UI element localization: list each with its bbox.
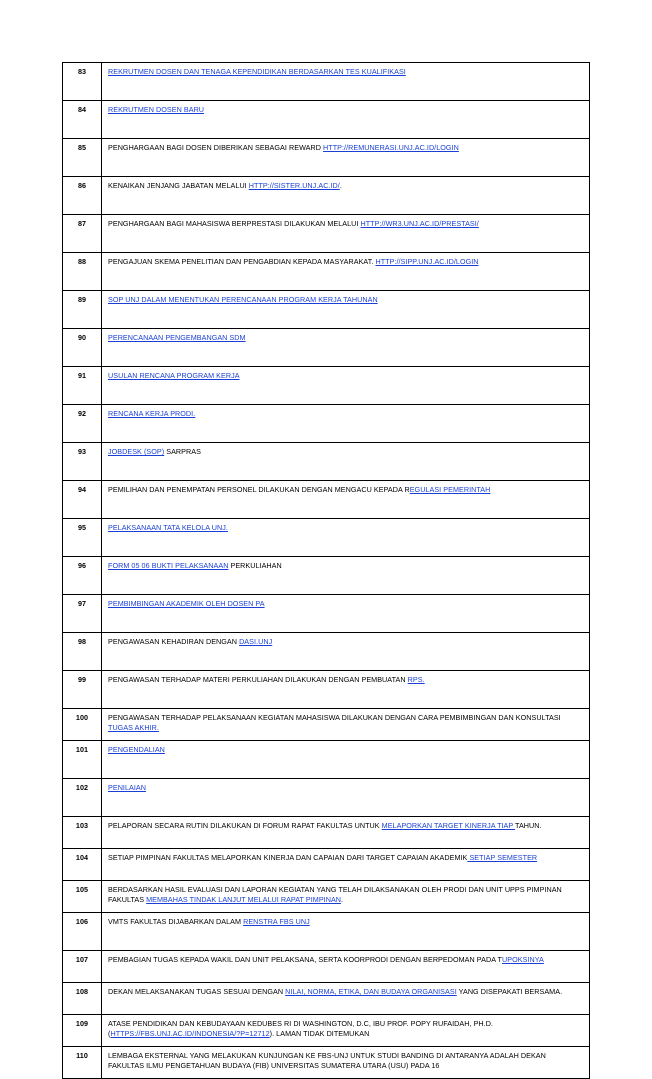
hyperlink[interactable]: HTTPS://FBS.UNJ.AC.ID/INDONESIA/?P=12712 xyxy=(110,1029,270,1038)
row-description xyxy=(102,595,590,633)
hyperlink[interactable]: RENSTRA FBS UNJ xyxy=(243,917,310,926)
description-text: PEMILIHAN DAN PENEMPATAN PERSONEL DILAKUKAN DENGAN MENGACU KEPADA R xyxy=(108,485,410,494)
description-text: PENGHARGAAN BAGI DOSEN DIBERIKAN SEBAGAI REWARD xyxy=(108,143,324,152)
row-description xyxy=(102,481,590,519)
table-row xyxy=(63,101,590,139)
table-row xyxy=(63,367,590,405)
table-row xyxy=(63,849,590,881)
row-number: 102 xyxy=(63,779,102,817)
hyperlink[interactable]: RPS. xyxy=(407,675,425,684)
row-number: 92 xyxy=(63,405,102,443)
description-text: DEKAN MELAKSANAKAN TUGAS SESUAI DENGAN xyxy=(108,987,286,996)
description-text: SETIAP PIMPINAN FAKULTAS MELAPORKAN KINERJA DAN CAPAIAN DARI TARGET CAPAIAN AKADEMIK xyxy=(108,853,468,862)
hyperlink[interactable]: UPOKSINYA xyxy=(502,955,544,964)
hyperlink[interactable]: HTTP://REMUNERASI.UNJ.AC.ID/LOGIN xyxy=(323,143,459,152)
row-number: 105 xyxy=(63,881,102,913)
description-text: PENGAWASAN TERHADAP PELAKSANAAN KEGIATAN MAHASISWA DILAKUKAN DENGAN CARA PEMBIMBINGAN DAN KONSULTASI xyxy=(108,713,561,722)
row-description xyxy=(102,913,590,951)
row-description xyxy=(102,709,590,741)
hyperlink[interactable]: JOBDESK (SOP) xyxy=(108,447,165,456)
description-text: . xyxy=(341,895,344,904)
row-number: 93 xyxy=(63,443,102,481)
table-row xyxy=(63,1015,590,1047)
hyperlink[interactable]: PENGENDALIAN xyxy=(108,745,165,754)
row-number: 108 xyxy=(63,983,102,1015)
row-number: 100 xyxy=(63,709,102,741)
hyperlink[interactable]: MELAPORKAN TARGET KINERJA TIAP xyxy=(381,821,516,830)
row-description xyxy=(102,215,590,253)
hyperlink[interactable]: USULAN RENCANA PROGRAM KERJA xyxy=(108,371,240,380)
hyperlink[interactable]: RENCANA KERJA PRODI. xyxy=(108,409,196,418)
description-text: PERKULIAHAN xyxy=(228,561,282,570)
hyperlink[interactable]: SOP UNJ DALAM MENENTUKAN PERENCANAAN PROGRAM KERJA TAHUNAN xyxy=(108,295,378,304)
table-body xyxy=(63,63,590,1079)
hyperlink[interactable]: PELAKSANAAN TATA KELOLA UNJ. xyxy=(108,523,228,532)
table-row xyxy=(63,139,590,177)
row-number: 98 xyxy=(63,633,102,671)
row-description xyxy=(102,557,590,595)
row-number: 86 xyxy=(63,177,102,215)
row-description xyxy=(102,881,590,913)
description-text: ATASE PENDIDIKAN DAN KEBUDAYAAN KEDUBES RI DI WASHINGTON, D.C, IBU PROF. POPY RUFAIDAH, PH.D. ( xyxy=(108,1019,493,1038)
row-number: 106 xyxy=(63,913,102,951)
row-number: 96 xyxy=(63,557,102,595)
row-number: 99 xyxy=(63,671,102,709)
hyperlink[interactable]: HTTP://SISTER.UNJ.AC.ID/ xyxy=(248,181,340,190)
row-number: 90 xyxy=(63,329,102,367)
hyperlink[interactable]: REKRUTMEN DOSEN DAN TENAGA KEPENDIDIKAN BERDASARKAN TES KUALIFIKASI xyxy=(108,67,406,76)
row-number: 109 xyxy=(63,1015,102,1047)
row-number: 101 xyxy=(63,741,102,779)
table-row xyxy=(63,1047,590,1079)
row-description xyxy=(102,779,590,817)
row-description xyxy=(102,633,590,671)
row-description xyxy=(102,849,590,881)
row-description xyxy=(102,443,590,481)
hyperlink[interactable]: HTTP://SIPP.UNJ.AC.ID/LOGIN xyxy=(375,257,479,266)
row-number: 104 xyxy=(63,849,102,881)
table-row xyxy=(63,291,590,329)
description-text: PELAPORAN SECARA RUTIN DILAKUKAN DI FORUM RAPAT FAKULTAS UNTUK xyxy=(108,821,382,830)
table-row xyxy=(63,481,590,519)
row-number: 84 xyxy=(63,101,102,139)
row-number: 110 xyxy=(63,1047,102,1079)
table-row xyxy=(63,215,590,253)
row-number: 83 xyxy=(63,63,102,101)
row-number: 89 xyxy=(63,291,102,329)
hyperlink[interactable]: NILAI, NORMA, ETIKA, DAN BUDAYA ORGANISASI xyxy=(285,987,457,996)
table-row xyxy=(63,405,590,443)
table-row xyxy=(63,253,590,291)
description-text: PENGAWASAN TERHADAP MATERI PERKULIAHAN DILAKUKAN DENGAN PEMBUATAN xyxy=(108,675,408,684)
description-text: . xyxy=(339,181,342,190)
description-text: BERDASARKAN HASIL EVALUASI DAN LAPORAN KEGIATAN YANG TELAH DILAKSANAKAN OLEH PRODI DAN UNIT UPPS PIMPINAN FAKULTAS xyxy=(108,885,562,904)
hyperlink[interactable]: PENILAIAN xyxy=(108,783,146,792)
row-description xyxy=(102,1015,590,1047)
row-number: 91 xyxy=(63,367,102,405)
hyperlink[interactable]: SETIAP SEMESTER xyxy=(467,853,538,862)
row-number: 87 xyxy=(63,215,102,253)
row-description xyxy=(102,519,590,557)
description-text: PENGAWASAN KEHADIRAN DENGAN xyxy=(108,637,240,646)
hyperlink[interactable]: MEMBAHAS TINDAK LANJUT MELALUI RAPAT PIMPINAN xyxy=(146,895,342,904)
table-row xyxy=(63,671,590,709)
table-row xyxy=(63,557,590,595)
row-description xyxy=(102,139,590,177)
description-text: YANG DISEPAKATI BERSAMA. xyxy=(456,987,563,996)
hyperlink[interactable]: PEMBIMBINGAN AKADEMIK OLEH DOSEN PA xyxy=(108,599,265,608)
row-description xyxy=(102,951,590,983)
table-row xyxy=(63,741,590,779)
hyperlink[interactable]: TUGAS AKHIR. xyxy=(108,723,159,732)
description-text: PENGAJUAN SKEMA PENELITIAN DAN PENGABDIAN KEPADA MASYARAKAT. xyxy=(108,257,376,266)
table-row xyxy=(63,817,590,849)
row-description xyxy=(102,1047,590,1079)
row-description xyxy=(102,405,590,443)
row-description xyxy=(102,367,590,405)
description-text: ). LAMAN TIDAK DITEMUKAN xyxy=(269,1029,370,1038)
row-description xyxy=(102,817,590,849)
description-text: PENGHARGAAN BAGI MAHASISWA BERPRESTASI DILAKUKAN MELALUI xyxy=(108,219,361,228)
description-text: LEMBAGA EKSTERNAL YANG MELAKUKAN KUNJUNGAN KE FBS-UNJ UNTUK STUDI BANDING DI ANTARANYA ADALAH DEKAN FAKULTAS ILMU PENGETAHUAN BUDAYA (FIB) UNIVERSITAS SUMATERA UTARA (USU) PADA 16 xyxy=(108,1051,546,1070)
row-description xyxy=(102,63,590,101)
hyperlink[interactable]: REKRUTMEN DOSEN BARU xyxy=(108,105,205,114)
row-description xyxy=(102,177,590,215)
table-row xyxy=(63,881,590,913)
description-text: TAHUN. xyxy=(515,821,542,830)
row-description xyxy=(102,983,590,1015)
document-table xyxy=(62,62,590,1079)
table-row xyxy=(63,519,590,557)
table-row xyxy=(63,951,590,983)
table-row xyxy=(63,779,590,817)
table-row xyxy=(63,983,590,1015)
hyperlink[interactable]: EGULASI PEMERINTAH xyxy=(409,485,491,494)
row-description xyxy=(102,291,590,329)
row-description xyxy=(102,329,590,367)
description-text: PEMBAGIAN TUGAS KEPADA WAKIL DAN UNIT PELAKSANA, SERTA KOORPRODI DENGAN BERPEDOMAN PADA T xyxy=(108,955,502,964)
row-number: 88 xyxy=(63,253,102,291)
row-number: 94 xyxy=(63,481,102,519)
description-text: KENAIKAN JENJANG JABATAN MELALUI xyxy=(108,181,249,190)
row-description xyxy=(102,741,590,779)
table-row xyxy=(63,633,590,671)
table-row xyxy=(63,329,590,367)
row-number: 97 xyxy=(63,595,102,633)
table-row xyxy=(63,595,590,633)
row-description xyxy=(102,671,590,709)
table-row xyxy=(63,709,590,741)
table-row xyxy=(63,913,590,951)
row-description xyxy=(102,101,590,139)
description-text: VMTS FAKULTAS DIJABARKAN DALAM xyxy=(108,917,244,926)
table-row xyxy=(63,443,590,481)
table-row xyxy=(63,177,590,215)
hyperlink[interactable]: PERENCANAAN PENGEMBANGAN SDM xyxy=(108,333,246,342)
description-text: SARPRAS xyxy=(164,447,201,456)
hyperlink[interactable]: DASI.UNJ xyxy=(239,637,273,646)
hyperlink[interactable]: HTTP://WR3.UNJ.AC.ID/PRESTASI/ xyxy=(360,219,479,228)
row-description xyxy=(102,253,590,291)
row-number: 95 xyxy=(63,519,102,557)
row-number: 85 xyxy=(63,139,102,177)
row-number: 107 xyxy=(63,951,102,983)
table-row xyxy=(63,63,590,101)
row-number: 103 xyxy=(63,817,102,849)
hyperlink[interactable]: FORM 05 06 BUKTI PELAKSANAAN xyxy=(108,561,229,570)
